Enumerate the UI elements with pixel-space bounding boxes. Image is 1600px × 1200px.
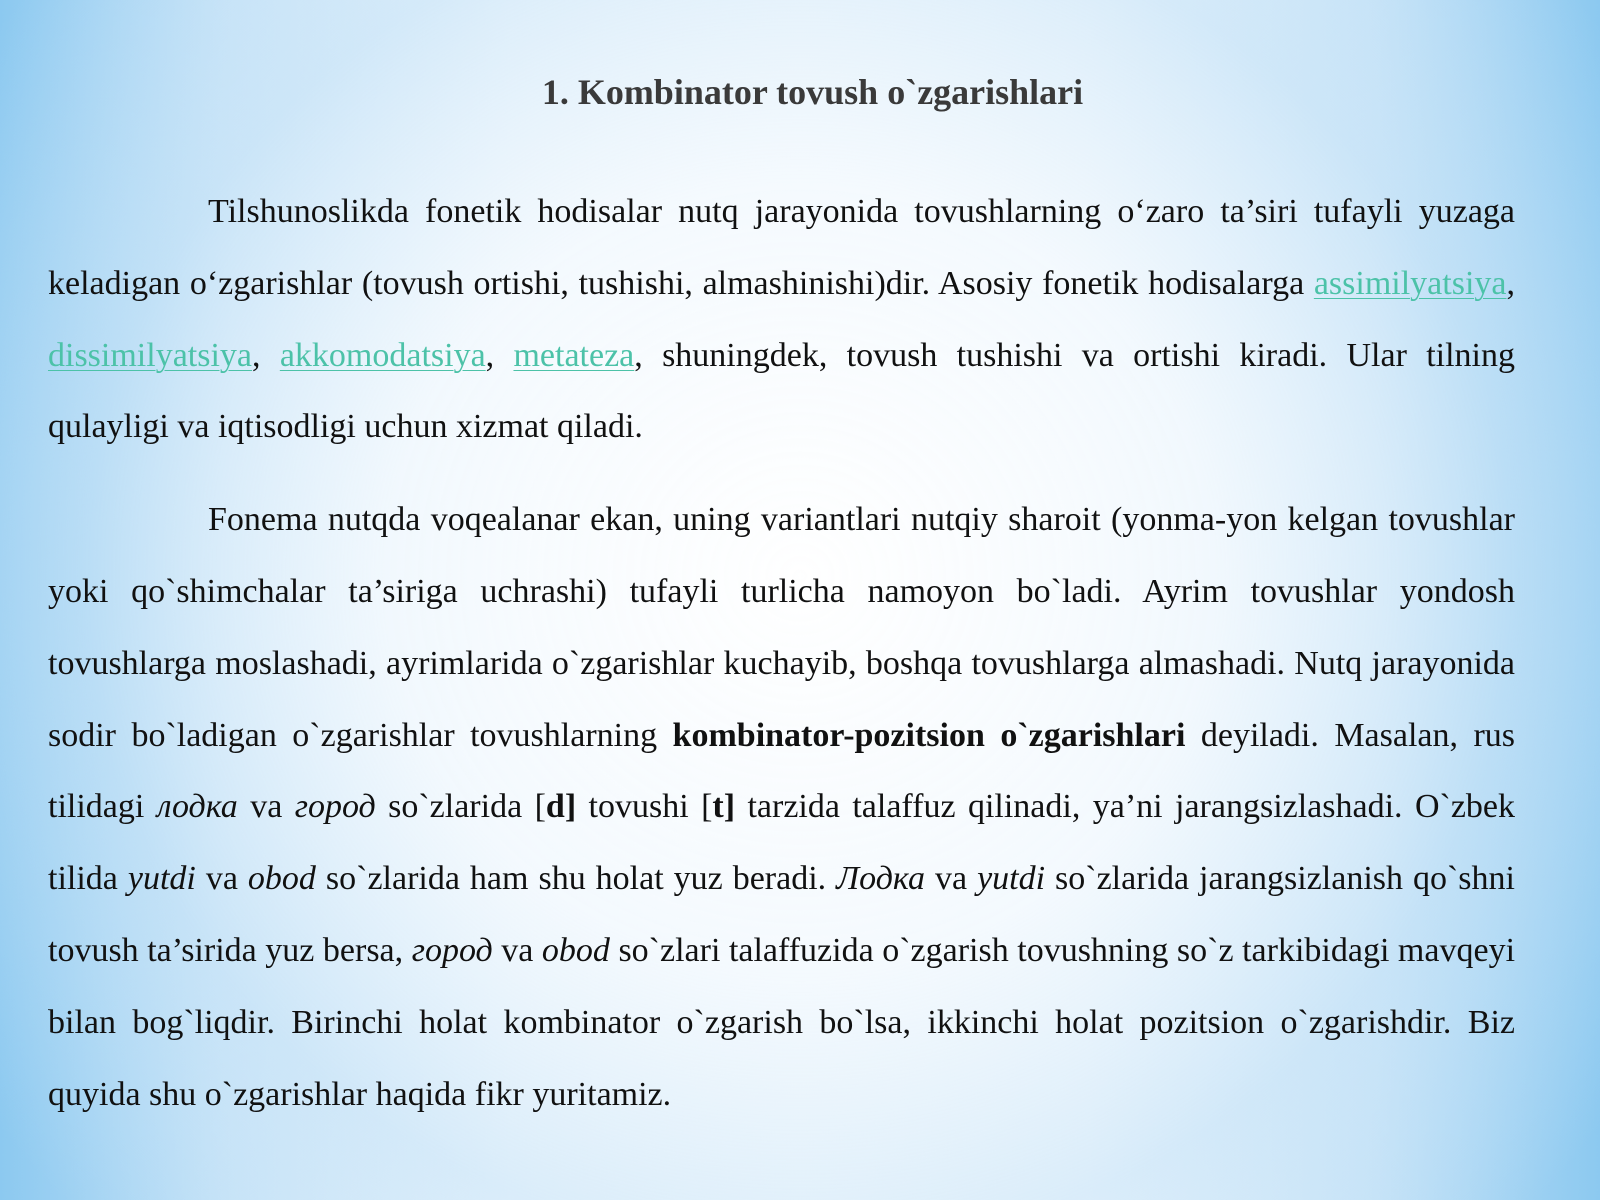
- link-metateza[interactable]: metateza: [513, 336, 635, 374]
- paragraph-phonetic-phenomena: [48, 176, 1515, 463]
- link-dissimilyatsiya[interactable]: dissimilyatsiya: [48, 336, 252, 374]
- text-run: so`zlarida [: [375, 788, 546, 826]
- text-run: so`zlari talaffuzida o`zgarish tovushning so`z tarkibidagi mavqeyi bilan bog`liqdir. Birinchi holat kombinator o`zgarish bo`lsa, ikkinchi holat pozitsion o`zgarishdir. Biz quyida shu o`zgarishlar haqida fikr yuritamiz.: [48, 931, 1516, 1113]
- slide-body: [48, 176, 1515, 1130]
- italic-term: город: [411, 931, 493, 969]
- separator: ,: [1506, 264, 1515, 302]
- text-run: va: [925, 860, 978, 898]
- text-run: , shuningdek, tovush tushishi va ortishi kiradi. Ular tilning qulayligi va iqtisodligi uchun xizmat qiladi.: [48, 336, 1515, 446]
- bold-term: t]: [712, 788, 736, 826]
- italic-term: yutdi: [127, 860, 196, 898]
- text-run: so`zlarida jarangsizlanish qo`shni tovush ta’sirida yuz bersa,: [48, 860, 1515, 969]
- text-run: Tilshunoslikda fonetik hodisalar nutq jarayonida tovushlarning o‘zaro ta’siri tufayli yuzaga keladigan o‘zgarishlar (tovush ortishi, tushishi, almashinishi)dir. Asosiy fonetik hodisalarga: [48, 193, 1515, 302]
- text-run: tarzida talaffuz qilinadi, ya’ni jarangsizlashadi. O`zbek tilida: [48, 788, 1515, 898]
- bold-term: kombinator-pozitsion o`zgarishlari: [672, 716, 1186, 754]
- link-akkomodatsiya[interactable]: akkomodatsiya: [279, 336, 486, 374]
- italic-term: лодка: [156, 788, 238, 826]
- text-run: deyiladi. Masalan, rus tilidagi: [48, 716, 1516, 826]
- bold-term: d]: [545, 788, 577, 826]
- italic-term: obod: [541, 931, 610, 969]
- text-run: va: [492, 931, 542, 969]
- separator: ,: [485, 336, 514, 374]
- italic-term: город: [294, 788, 376, 826]
- text-run: tovushi [: [576, 788, 713, 826]
- italic-term: obod: [247, 860, 316, 898]
- text-run: va: [195, 860, 248, 898]
- paragraph-combinatory-changes: [48, 484, 1515, 1130]
- text-run: va: [237, 788, 295, 826]
- italic-term: yutdi: [977, 860, 1046, 898]
- slide-title: 1. Kombinator tovush o`zgarishlari: [541, 72, 1084, 112]
- italic-term: Лодка: [836, 860, 925, 898]
- link-assimilyatsiya[interactable]: assimilyatsiya: [1313, 264, 1507, 302]
- text-run: so`zlarida ham shu holat yuz beradi.: [315, 860, 837, 898]
- separator: ,: [252, 336, 280, 374]
- text-run: Fonema nutqda voqealanar ekan, uning variantlari nutqiy sharoit (yonma-yon kelgan tovushlar yoki qo`shimchalar ta’siriga uchrashi) tufayli turlicha namoyon bo`ladi. Ayrim tovushlar yondosh tovushlarga moslashadi, ayrimlarida o`zgarishlar kuchayib, boshqa tovushlarga almashadi. Nutq jarayonida sodir bo`ladigan o`zgarishlar tovushlarning: [48, 501, 1515, 754]
